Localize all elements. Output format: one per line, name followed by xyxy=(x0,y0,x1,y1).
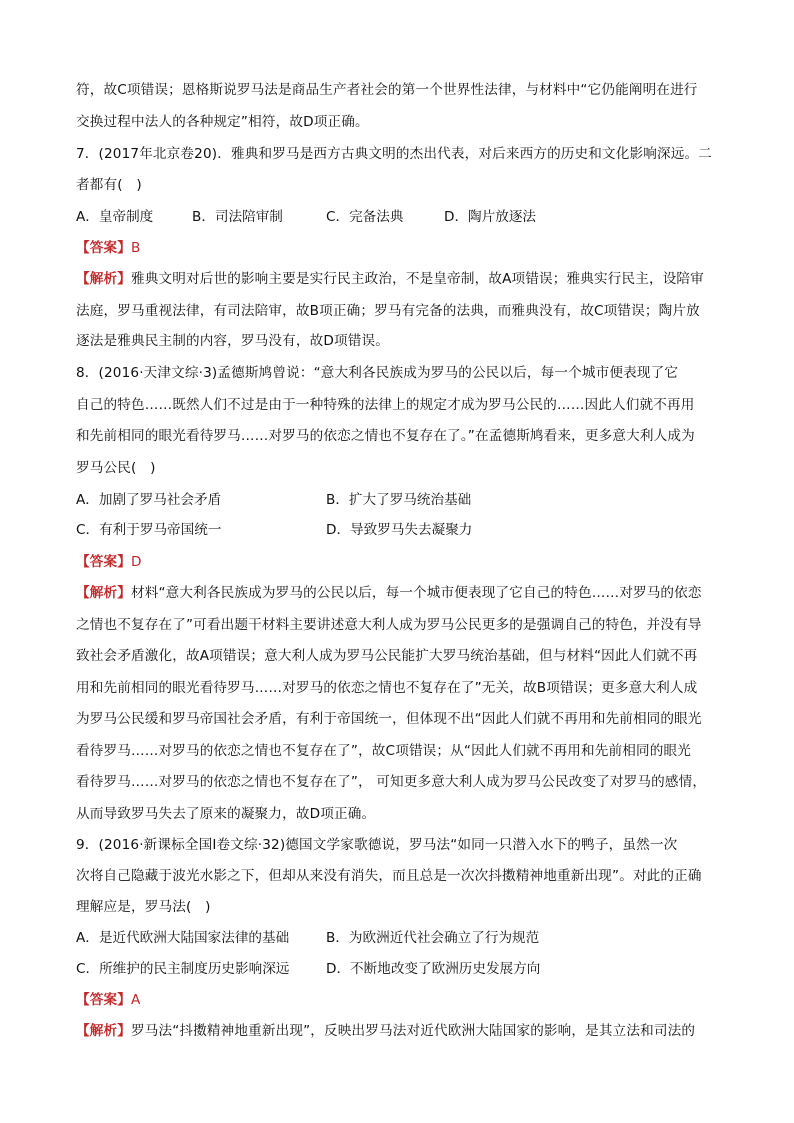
q8-answer xyxy=(76,552,726,572)
q7-analysis-line-2: 法庭，罗马重视法律，有司法陪审，故B项正确；罗马有完备的法典，而雅典没有，故C项错误；陶片放 xyxy=(76,303,700,319)
answer-label: 【答案】 xyxy=(76,992,131,1008)
q8-analysis-line-4: 用和先前相同的眼光看待罗马……对罗马的依恋之情也不复存在了”无关，故B项错误；更多意大利人成 xyxy=(76,680,698,696)
q9-stem-line-3: 理解应是，罗马法( ) xyxy=(76,899,211,915)
q9-answer xyxy=(76,990,726,1010)
q9-option-d: D．不断地改变了欧洲历史发展方向 xyxy=(326,961,541,977)
analysis-label: 【解析】 xyxy=(76,1023,131,1039)
q7-option-c: C．完备法典 xyxy=(326,209,404,225)
q9-option-b: B．为欧洲近代社会确立了行为规范 xyxy=(326,930,540,946)
q8-option-d: D．导致罗马失去凝聚力 xyxy=(326,522,473,538)
q8-analysis-line-5: 为罗马公民缓和罗马帝国社会矛盾，有利于帝国统一，但体现不出“因此人们就不再用和先前相同的眼光 xyxy=(76,711,702,727)
q9-option-c: C．所维护的民主制度历史影响深远 xyxy=(76,961,290,977)
q8-analysis-line-2: 之情也不复存在了”可看出题干材料主要讲述意大利人成为罗马公民更多的是强调自己的特色，并没有导 xyxy=(76,617,702,633)
q8-stem-line-2: 自己的特色……既然人们不过是由于一种特殊的法律上的规定才成为罗马公民的……因此人们就不再用 xyxy=(76,397,695,413)
q9-option-a: A．是近代欧洲大陆国家法律的基础 xyxy=(76,930,290,946)
q7-analysis-line-3: 逐法是雅典民主制的内容，罗马没有，故D项错误。 xyxy=(76,333,389,349)
q8-stem-line-1: 8．(2016·天津文综·3)孟德斯鸠曾说：“意大利各民族成为罗马的公民以后，每一个城市便表现了它 xyxy=(76,365,679,381)
answer-label: 【答案】 xyxy=(76,554,131,570)
answer-label: 【答案】 xyxy=(76,240,131,256)
analysis-label: 【解析】 xyxy=(76,271,131,287)
q9-stem-line-1: 9．(2016·新课标全国Ⅰ卷文综·32)德国文学家歌德说，罗马法“如同一只潜入水下的鸭子，虽然一次 xyxy=(76,837,678,853)
q7-stem-line-1: 7．(2017年北京卷20)．雅典和罗马是西方古典文明的杰出代表，对后来西方的历史和文化影响深远。二 xyxy=(76,146,712,162)
q8-analysis-line-8: 从而导致罗马失去了原来的凝聚力，故D项正确。 xyxy=(76,806,376,822)
q7-option-d: D．陶片放逐法 xyxy=(444,209,537,225)
q8-option-a: A．加剧了罗马社会矛盾 xyxy=(76,492,222,508)
q9-stem-line-2: 次将自己隐藏于波光水影之下，但却从来没有消失，而且总是一次次抖擞精神地重新出现”。对此的正确 xyxy=(76,868,702,884)
q7-answer xyxy=(76,238,726,258)
q7-stem-line-2: 者都有( ) xyxy=(76,177,142,193)
q9-analysis-line-1: 【解析】罗马法“抖擞精神地重新出现”，反映出罗马法对近代欧洲大陆国家的影响，是其立法和司法的 xyxy=(76,1023,696,1039)
q8-option-c: C．有利于罗马帝国统一 xyxy=(76,522,222,538)
q8-option-b: B．扩大了罗马统治基础 xyxy=(326,492,472,508)
analysis-label: 【解析】 xyxy=(76,585,131,601)
answer-value: D xyxy=(130,554,142,570)
q8-analysis-line-1: 【解析】材料“意大利各民族成为罗马的公民以后，每一个城市便表现了它自己的特色……对罗马的依恋 xyxy=(76,585,702,601)
q7-option-a: A．皇帝制度 xyxy=(76,209,154,225)
answer-value: A xyxy=(130,992,141,1008)
q8-stem-line-4: 罗马公民( ) xyxy=(76,460,156,476)
q8-stem-line-3: 和先前相同的眼光看待罗马……对罗马的依恋之情也不复存在了。”在孟德斯鸠看来，更多意大利人成为 xyxy=(76,428,695,444)
answer-value: B xyxy=(130,240,141,256)
q7-option-b: B．司法陪审制 xyxy=(192,209,283,225)
q8-analysis-line-7: 看待罗马……对罗马的依恋之情也不复存在了”， 可知更多意大利人成为罗马公民改变了对罗马的感情， xyxy=(76,774,707,790)
q8-analysis-line-6: 看待罗马……对罗马的依恋之情也不复存在了”，故C项错误；从“因此人们就不再用和先前相同的眼光 xyxy=(76,743,692,759)
q6-analysis-line-1: 符，故C项错误；恩格斯说罗马法是商品生产者社会的第一个世界性法律，与材料中“它仍能阐明在进行 xyxy=(76,82,698,98)
q8-analysis-line-3: 致社会矛盾激化，故A项错误；意大利人成为罗马公民能扩大罗马统治基础，但与材料“因此人们就不再 xyxy=(76,648,698,664)
q6-analysis-line-2: 交换过程中法人的各种规定”相符，故D项正确。 xyxy=(76,114,369,130)
q7-analysis-line-1: 【解析】雅典文明对后世的影响主要是实行民主政治，不是皇帝制，故A项错误；雅典实行民主，设陪审 xyxy=(76,271,704,287)
